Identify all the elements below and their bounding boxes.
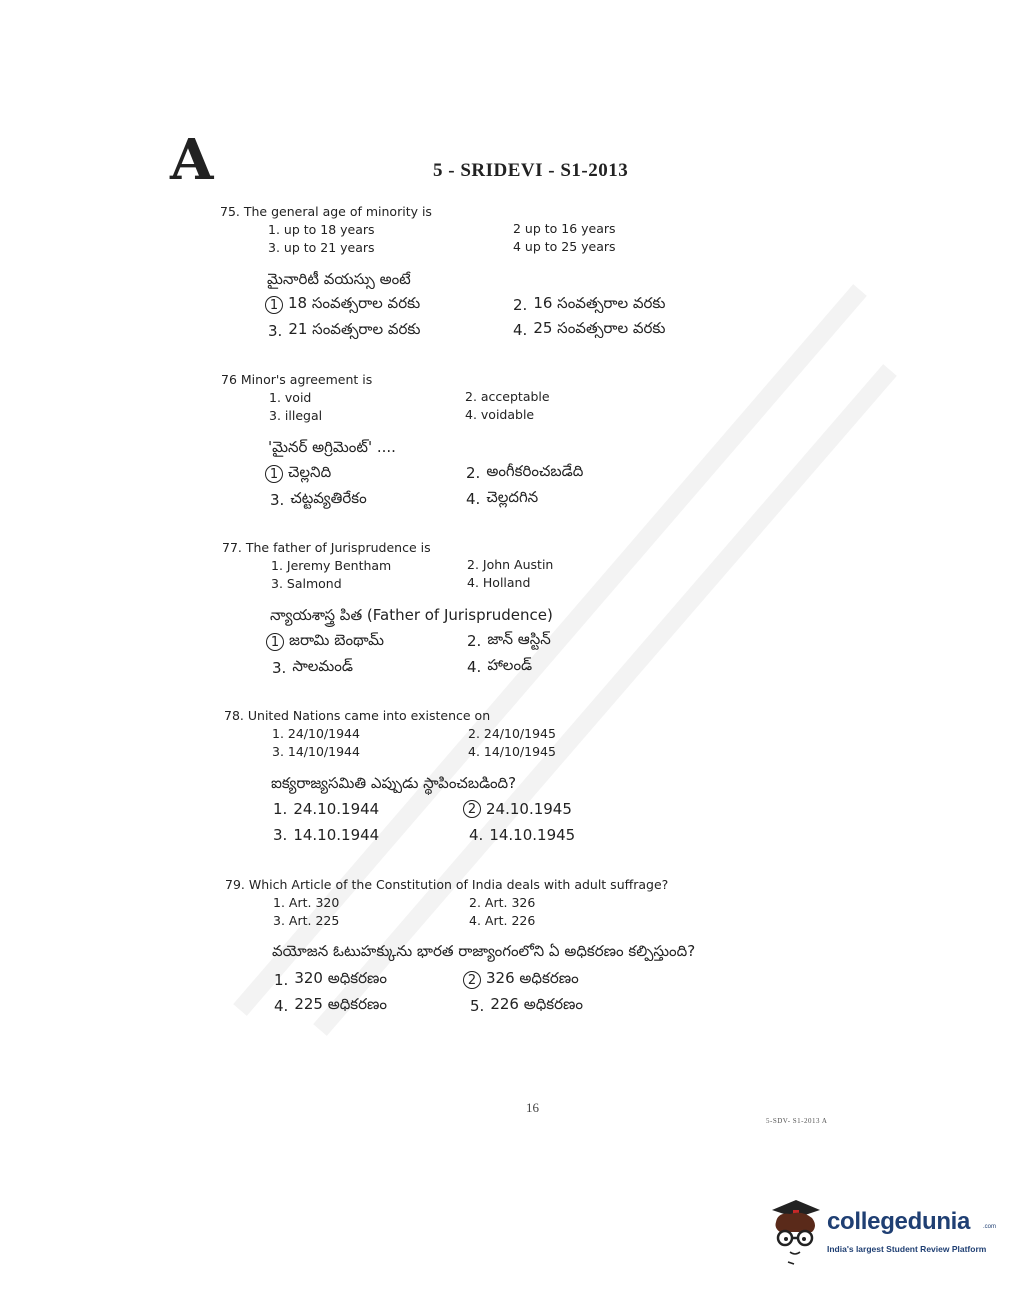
- answer-circle-icon: 2: [463, 800, 481, 818]
- answer-circle-icon: 1: [266, 633, 284, 651]
- telugu-option-3: 3. 21 సంవత్సరాల వరకు: [268, 320, 421, 340]
- telugu-option-2: 2. అంగీకరించబడేది: [466, 462, 584, 482]
- telugu-option-4: 4. 14.10.1945: [469, 826, 576, 844]
- telugu-question: ఐక్యరాజ్యసమితి ఎప్పుడు స్థాపించబడింది?: [271, 774, 517, 792]
- option-4: 4. Holland: [467, 575, 531, 590]
- option-2: 2. 24/10/1945: [468, 726, 556, 741]
- series-letter: A: [170, 127, 214, 193]
- telugu-option-3: 4. 225 అధికరణం: [274, 995, 388, 1015]
- page-title: 5 - SRIDEVI - S1-2013: [433, 160, 629, 181]
- option-3: 3. Salmond: [271, 576, 342, 591]
- option-1: 1. 24/10/1944: [272, 726, 360, 741]
- telugu-option-4: 4. చెల్లదగిన: [466, 488, 539, 508]
- option-2: 2 up to 16 years: [513, 221, 616, 236]
- option-2: 2. acceptable: [465, 389, 550, 404]
- logo-tagline: India's largest Student Review Platform: [827, 1244, 987, 1254]
- option-3: 3. illegal: [269, 408, 323, 423]
- telugu-option-2: 2. జాన్ ఆస్టిన్: [467, 630, 551, 650]
- question-number-text: 75. The general age of minority is: [220, 204, 432, 219]
- telugu-question: 'మైనర్ అగ్రిమెంట్' ....: [268, 438, 396, 456]
- telugu-question: న్యాయశాస్త్ర పిత (Father of Jurisprudence): [270, 606, 553, 624]
- option-3: 3. up to 21 years: [268, 240, 375, 255]
- telugu-option-3: 3. సాలమండ్: [272, 657, 353, 677]
- logo-domain-suffix: .com: [983, 1224, 997, 1230]
- option-3: 3. 14/10/1944: [272, 744, 360, 759]
- question-number-text: 78. United Nations came into existence on: [224, 708, 491, 723]
- telugu-option-1: 1 జరామి బెంథామ్: [266, 631, 384, 653]
- telugu-option-1: 1. 320 అధికరణం: [274, 969, 388, 989]
- option-1: 1. Art. 320: [273, 895, 340, 910]
- option-1: 1. up to 18 years: [268, 222, 375, 237]
- mascot-icon: [768, 1196, 824, 1266]
- question-number-text: 76 Minor's agreement is: [221, 372, 373, 387]
- option-4: 4. Art. 226: [469, 913, 536, 928]
- telugu-option-2: 2 326 అధికరణం: [463, 969, 579, 991]
- logo-wordmark: collegedunia: [827, 1208, 971, 1235]
- answer-circle-icon: 1: [265, 465, 283, 483]
- telugu-option-3: 3. 14.10.1944: [273, 826, 380, 844]
- footer-code: 5-SDV- S1-2013 A: [766, 1117, 828, 1125]
- option-1: 1. Jeremy Bentham: [271, 558, 392, 573]
- option-1: 1. void: [269, 390, 312, 405]
- question-number-text: 77. The father of Jurisprudence is: [222, 540, 431, 555]
- option-3: 3. Art. 225: [273, 913, 340, 928]
- option-2: 2. John Austin: [467, 557, 554, 572]
- option-4: 4. voidable: [465, 407, 535, 422]
- telugu-option-1: 1 చెల్లనిది: [265, 463, 331, 485]
- question-number-text: 79. Which Article of the Constitution of India deals with adult suffrage?: [225, 877, 669, 892]
- answer-circle-icon: 1: [265, 296, 283, 314]
- telugu-option-1: 1. 24.10.1944: [273, 800, 380, 818]
- telugu-option-1: 1 18 సంవత్సరాల వరకు: [265, 294, 420, 316]
- telugu-option-2: 2 24.10.1945: [463, 800, 572, 818]
- answer-circle-icon: 2: [463, 971, 481, 989]
- collegedunia-logo[interactable]: [768, 1196, 998, 1266]
- telugu-option-4: 5. 226 అధికరణం: [470, 995, 584, 1015]
- page-number: 16: [526, 1100, 539, 1115]
- telugu-option-2: 2. 16 సంవత్సరాల వరకు: [513, 294, 666, 314]
- option-4: 4 up to 25 years: [513, 239, 616, 254]
- telugu-question: మైనారిటీ వయస్సు అంటే: [267, 270, 411, 288]
- telugu-option-3: 3. చట్టవ్యతిరేకం: [270, 489, 367, 509]
- telugu-question: వయోజన ఓటుహక్కును భారత రాజ్యాంగంలోని ఏ అధికరణం కల్పిస్తుంది?: [272, 942, 696, 960]
- telugu-option-4: 4. 25 సంవత్సరాల వరకు: [513, 319, 666, 339]
- option-4: 4. 14/10/1945: [468, 744, 556, 759]
- telugu-option-4: 4. హాలండ్: [467, 656, 533, 676]
- option-2: 2. Art. 326: [469, 895, 536, 910]
